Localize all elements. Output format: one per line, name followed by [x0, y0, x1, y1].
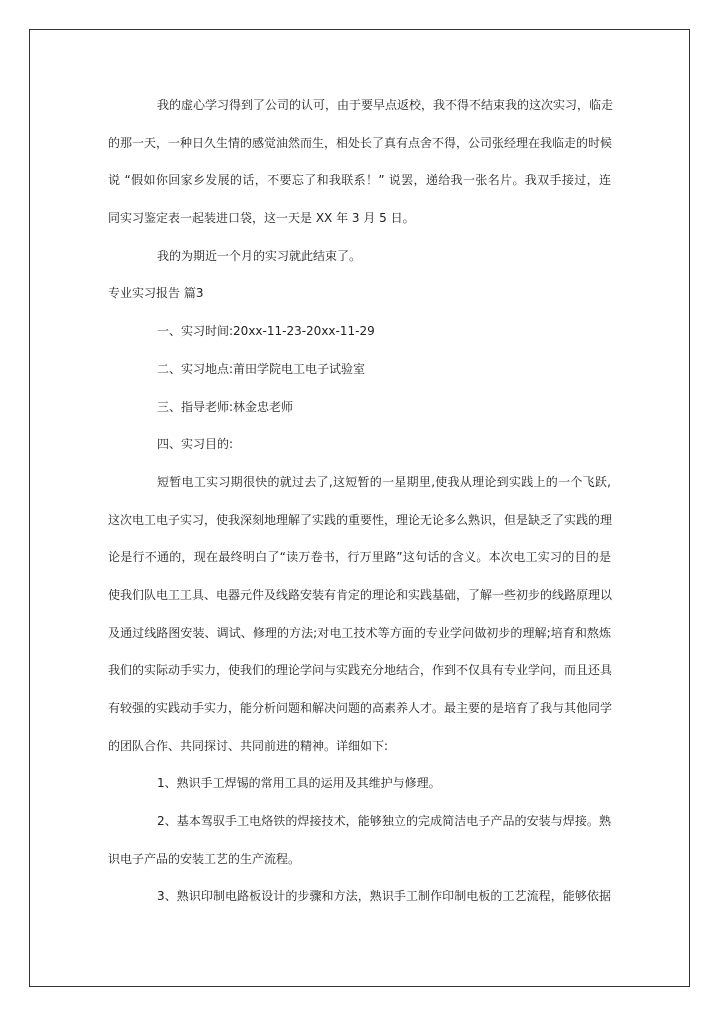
text-line: 及通过线路图安装、调试、修理的方法;对电工技术等方面的专业学问做初步的理解;培育和熬炼: [108, 625, 611, 640]
text-line: 论是行不通的，现在最终明白了“读万卷书，行万里路”这句话的含义。本次电工实习的目的是: [108, 550, 611, 565]
text-line: 2、基本驾驭手工电烙铁的焊接技术，能够独立的完成简洁电子产品的安装与焊接。熟: [157, 814, 611, 829]
text-line: 同实习鉴定表一起装进口袋，这一天是 XX 年 3 月 5 日。: [108, 211, 415, 226]
text-line: 的那一天，一种日久生情的感觉油然而生，相处长了真有点舍不得，公司张经理在我临走的时候: [108, 135, 613, 150]
text-line: 二、实习地点:莆田学院电工电子试验室: [157, 361, 366, 376]
section-heading: 专业实习报告 篇3: [108, 286, 204, 301]
text-line: 有较强的实践动手实力，能分析问题和解决问题的高素养人才。最主要的是培育了我与其他同学: [108, 701, 613, 715]
text-line: 1、熟识手工焊锡的常用工具的运用及其维护与修理。: [157, 776, 441, 791]
text-line: 这次电工电子实习，使我深刻地理解了实践的重要性，理论无论多么熟识，但是缺乏了实践的理: [108, 512, 613, 527]
document-body: [108, 87, 614, 916]
text-line: 我的为期近一个月的实习就此结束了。: [157, 248, 362, 263]
text-line: 短暂电工实习期很快的就过去了,这短暂的一星期里,使我从理论到实践上的一个飞跃,: [157, 474, 611, 489]
text-line: 3、熟识印制电路板设计的步骤和方法，熟识手工制作印制电板的工艺流程，能够依据: [157, 889, 611, 904]
text-line: 三、指导老师:林金忠老师: [157, 399, 294, 414]
text-line: 我们的实际动手实力，使我们的理论学问与实践充分地结合，作到不仅具有专业学问，而且还具: [108, 663, 613, 678]
text-line: 识电子产品的安装工艺的生产流程。: [108, 851, 301, 866]
text-line: 我的虚心学习得到了公司的认可，由于要早点返校，我不得不结束我的这次实习，临走: [157, 98, 614, 112]
text-line: 四、实习目的:: [157, 437, 234, 452]
text-line: 的团队合作、共同探讨、共同前进的精神。详细如下:: [108, 738, 389, 753]
text-line: 说 “假如你回家乡发展的话，不要忘了和我联系！” 说罢，递给我一张名片。我双手接过，连: [108, 173, 611, 188]
text-line: 使我们队电工工具、电器元件及线路安装有肯定的理论和实践基础，了解一些初步的线路原理以: [108, 587, 613, 602]
text-line: 一、实习时间:20xx-11-23-20xx-11-29: [157, 324, 375, 339]
